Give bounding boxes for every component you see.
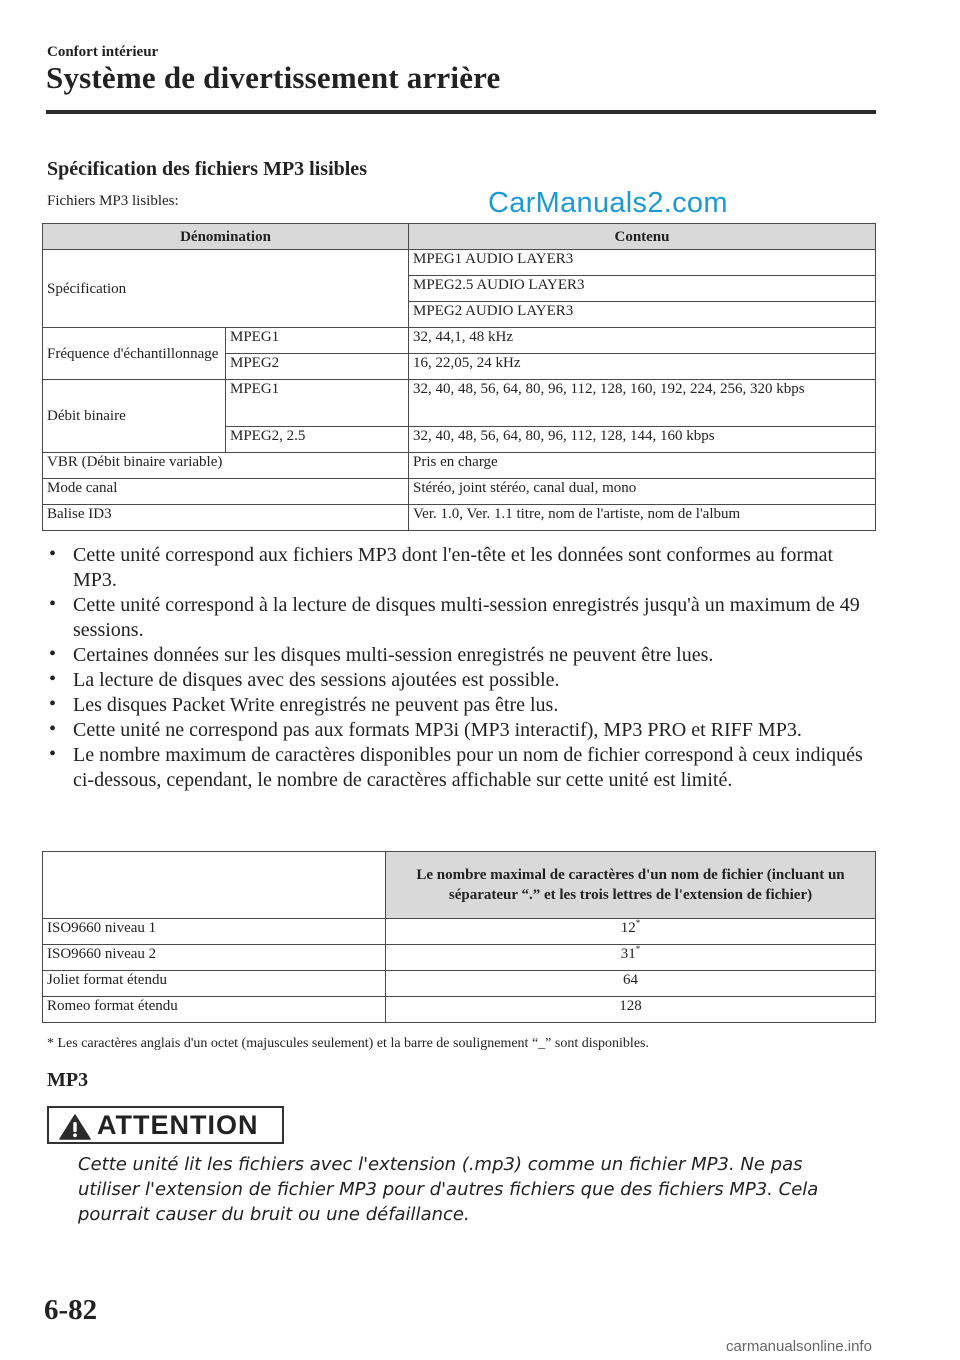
table-cell — [386, 945, 876, 971]
row-label: Balise ID3 — [43, 505, 409, 531]
value: 12 — [620, 920, 636, 936]
page-title: Système de divertissement arrière — [46, 60, 501, 95]
value: 64 — [623, 972, 638, 988]
row-label: Spécification — [43, 250, 409, 328]
bullet-icon: • — [49, 668, 57, 690]
table-cell: Pris en charge — [409, 453, 876, 479]
footnote-mark: * — [635, 918, 641, 928]
mp3-spec-table — [42, 223, 876, 531]
table-cell: Joliet format étendu — [43, 971, 386, 997]
value: 128 — [619, 998, 642, 1014]
list-item — [47, 718, 877, 743]
table-cell: MPEG1 — [226, 328, 409, 354]
bullet-text: Cette unité correspond aux fichiers MP3 dont l'en-tête et les données sont conformes au format MP3. — [73, 544, 834, 591]
column-header: Contenu — [409, 224, 876, 250]
bullet-text: Les disques Packet Write enregistrés ne peuvent pas être lus. — [73, 694, 559, 716]
table-cell: 16, 22,05, 24 kHz — [409, 354, 876, 380]
table-cell: 32, 40, 48, 56, 64, 80, 96, 112, 128, 160, 192, 224, 256, 320 kbps — [409, 380, 876, 427]
row-label: VBR (Débit binaire variable) — [43, 453, 409, 479]
list-item — [47, 668, 877, 693]
table-cell: 32, 44,1, 48 kHz — [409, 328, 876, 354]
bullet-text: Cette unité ne correspond pas aux formats MP3i (MP3 interactif), MP3 PRO et RIFF MP3. — [73, 719, 802, 741]
mp3-heading: MP3 — [47, 1069, 89, 1091]
bullet-text: Le nombre maximum de caractères disponibles pour un nom de fichier correspond à ceux indiqués ci-dessous, cependant, le nombre de caractères affichable sur cette unité est limité. — [73, 744, 863, 791]
footnote: * Les caractères anglais d'un octet (majuscules seulement) et la barre de soulignement “_” sont disponibles. — [47, 1036, 649, 1051]
column-header: Le nombre maximal de caractères d'un nom de fichier (incluant un séparateur “.” et les trois lettres de l'extension de fichier) — [386, 852, 876, 919]
bullet-icon: • — [49, 543, 57, 565]
bullet-text: La lecture de disques avec des sessions ajoutées est possible. — [73, 669, 560, 691]
value: 31 — [620, 946, 636, 962]
table-cell: 32, 40, 48, 56, 64, 80, 96, 112, 128, 144, 160 kbps — [409, 427, 876, 453]
row-label: Fréquence d'échantillonnage — [43, 328, 226, 380]
table-cell — [386, 919, 876, 945]
watermark: CarManuals2.com — [488, 187, 728, 219]
table-cell: MPEG2.5 AUDIO LAYER3 — [409, 276, 876, 302]
bullet-icon: • — [49, 693, 57, 715]
table-cell: MPEG1 — [226, 380, 409, 427]
bullet-list — [47, 543, 877, 793]
bullet-icon: • — [49, 743, 57, 765]
subheading: Spécification des fichiers MP3 lisibles — [47, 158, 367, 180]
table-cell: Romeo format étendu — [43, 997, 386, 1023]
table-cell: Ver. 1.0, Ver. 1.1 titre, nom de l'artiste, nom de l'album — [409, 505, 876, 531]
table-cell: MPEG1 AUDIO LAYER3 — [409, 250, 876, 276]
table-cell: Stéréo, joint stéréo, canal dual, mono — [409, 479, 876, 505]
table-cell: MPEG2, 2.5 — [226, 427, 409, 453]
list-item — [47, 593, 877, 643]
column-header: Dénomination — [43, 224, 409, 250]
bullet-icon: • — [49, 593, 57, 615]
row-label: Débit binaire — [43, 380, 226, 453]
attention-text: Cette unité lit les fichiers avec l'extension (.mp3) comme un fichier MP3. Ne pas utiliser l'extension de fichier MP3 pour d'autres fichiers que des fichiers MP3. Cela pourrait causer du bruit ou une défaillance. — [78, 1154, 819, 1225]
list-item — [47, 543, 877, 593]
footnote-mark: * — [635, 944, 641, 954]
footer-watermark: carmanualsonline.info — [726, 1338, 872, 1355]
intro-text: Fichiers MP3 lisibles: — [47, 193, 179, 209]
attention-label: ATTENTION — [97, 1110, 259, 1140]
row-label: Mode canal — [43, 479, 409, 505]
empty-header-cell — [43, 852, 386, 919]
list-item — [47, 643, 877, 668]
table-cell: MPEG2 AUDIO LAYER3 — [409, 302, 876, 328]
table-cell — [386, 997, 876, 1023]
bullet-text: Cette unité correspond à la lecture de disques multi-session enregistrés jusqu'à un maximum de 49 sessions. — [73, 594, 860, 641]
list-item — [47, 743, 877, 793]
page-number: 6-82 — [44, 1294, 98, 1326]
table-cell: ISO9660 niveau 1 — [43, 919, 386, 945]
title-divider — [46, 110, 876, 114]
bullet-icon: • — [49, 643, 57, 665]
table-cell: ISO9660 niveau 2 — [43, 945, 386, 971]
warning-triangle-icon — [59, 1114, 91, 1145]
attention-box — [47, 1106, 284, 1144]
list-item — [47, 693, 877, 718]
bullet-icon: • — [49, 718, 57, 740]
section-label: Confort intérieur — [47, 44, 159, 60]
table-cell: MPEG2 — [226, 354, 409, 380]
filename-length-table — [42, 851, 876, 1023]
table-cell — [386, 971, 876, 997]
bullet-text: Certaines données sur les disques multi-session enregistrés ne peuvent être lues. — [73, 644, 714, 666]
